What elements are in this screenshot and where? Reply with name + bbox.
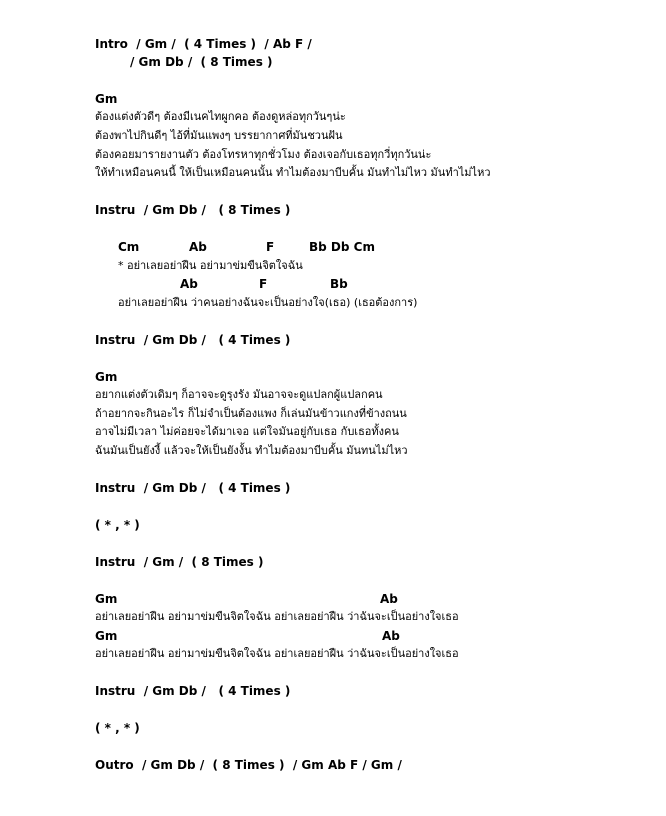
intro-line-1: Intro / Gm / ( 4 Times ) / Ab F /: [95, 37, 312, 51]
verse2-lyric-2: ถ้าอยากจะกินอะไร ก็ไม่จำเป็นต้องแพง ก็เล่นมันข้าวแกงที่ข้างถนน: [95, 407, 407, 420]
verse1-chord: Gm: [95, 92, 118, 106]
chorus1-chord2-bb: Bb: [330, 277, 348, 291]
chorus1-lyric-1: * อย่าเลยอย่าฝืน อย่ามาข่มขืนจิตใจฉัน: [118, 259, 303, 272]
intro-line-2: / Gm Db / ( 8 Times ): [130, 55, 273, 69]
chorus1-chord2-f: F: [259, 277, 268, 291]
bridge-chord-gm-2: Gm: [95, 629, 118, 643]
instru-1: Instru / Gm Db / ( 8 Times ): [95, 203, 291, 217]
bridge-lyric-2: อย่าเลยอย่าฝืน อย่ามาข่มขืนจิตใจฉัน อย่าเลยอย่าฝืน ว่าฉันจะเป็นอย่างใจเธอ: [95, 647, 459, 660]
verse2-lyric-1: อยากแต่งตัวเดิมๆ ก็อาจจะดูรุงรัง มันอาจจะดูแปลกผู้แปลกคน: [95, 388, 383, 401]
bridge-chord-ab-2: Ab: [382, 629, 400, 643]
verse1-lyric-1: ต้องแต่งตัวดีๆ ต้องมีเนคไทผูกคอ ต้องดูหล่อทุกวันๆน่ะ: [95, 110, 346, 123]
bridge-chord-ab-1: Ab: [380, 592, 398, 606]
repeat-marker-2: ( * , * ): [95, 721, 140, 735]
bridge-lyric-1: อย่าเลยอย่าฝืน อย่ามาข่มขืนจิตใจฉัน อย่าเลยอย่าฝืน ว่าฉันจะเป็นอย่างใจเธอ: [95, 610, 459, 623]
verse1-lyric-3: ต้องคอยมารายงานตัว ต้องโทรหาทุกชั่วโมง ต้องเจอกับเธอทุกวี่ทุกวันน่ะ: [95, 148, 432, 161]
chorus1-chord-bb-db-cm: Bb Db Cm: [309, 240, 375, 254]
outro-line: Outro / Gm Db / ( 8 Times ) / Gm Ab F / Gm /: [95, 758, 402, 772]
instru-3: Instru / Gm Db / ( 4 Times ): [95, 481, 291, 495]
bridge-chord-gm-1: Gm: [95, 592, 118, 606]
verse2-lyric-4: ฉันมันเป็นยังงี้ แล้วจะให้เป็นยังงั้น ทำไมต้องมาบีบคั้น มันทนไม่ไหว: [95, 444, 408, 457]
chorus1-chord-cm: Cm: [118, 240, 140, 254]
repeat-marker-1: ( * , * ): [95, 518, 140, 532]
instru-4: Instru / Gm / ( 8 Times ): [95, 555, 264, 569]
chorus1-chord-f: F: [266, 240, 275, 254]
verse2-lyric-3: อาจไม่มีเวลา ไม่ค่อยจะได้มาเจอ แต่ใจมันอยู่กับเธอ กับเธอทั้งคน: [95, 425, 399, 438]
instru-2: Instru / Gm Db / ( 4 Times ): [95, 333, 291, 347]
verse1-lyric-2: ต้องพาไปกินดีๆ ไอ้ที่มันแพงๆ บรรยากาศที่มันชวนฝัน: [95, 129, 343, 142]
verse2-chord: Gm: [95, 370, 118, 384]
chorus1-chord2-ab: Ab: [180, 277, 198, 291]
chorus1-lyric-2: อย่าเลยอย่าฝืน ว่าคนอย่างฉันจะเป็นอย่างใจ(เธอ) (เธอต้องการ): [118, 296, 418, 309]
verse1-lyric-4: ให้ทำเหมือนคนนี้ ให้เป็นเหมือนคนนั้น ทำไมต้องมาบีบคั้น มันทำไม่ไหว มันทำไม่ไหว: [95, 166, 491, 179]
instru-5: Instru / Gm Db / ( 4 Times ): [95, 684, 291, 698]
chorus1-chord-ab: Ab: [189, 240, 207, 254]
